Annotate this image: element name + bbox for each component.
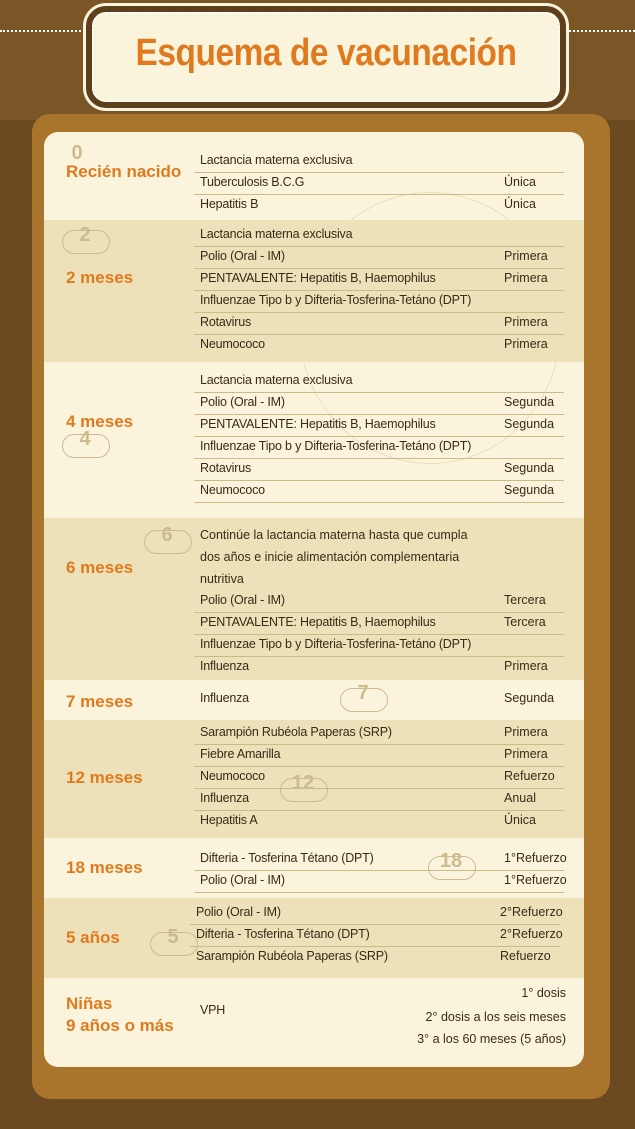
vaccine-row: Difteria - Tosferina Tétano (DPT) 2°Refuerzo [190, 924, 560, 947]
section-label: 5 años [66, 928, 120, 947]
vph-dose-2: 2° dosis a los seis meses [425, 1010, 566, 1024]
age-badge-icon: 4 [62, 428, 108, 458]
age-badge-icon: 2 [62, 224, 108, 254]
section-newborn [44, 142, 584, 220]
vaccine-row: Tuberculosis B.C.G Única [194, 172, 564, 195]
section-label: 7 meses [66, 692, 134, 711]
vaccine-row: PENTAVALENTE: Hepatitis B, Haemophilus Primera [194, 268, 564, 291]
vaccine-row: PENTAVALENTE: Hepatitis B, Haemophilus Segunda [194, 414, 564, 437]
garland-right [560, 30, 635, 34]
vaccine-row: Neumococo Refuerzo [194, 766, 564, 789]
section-label: Recién nacido [66, 162, 182, 181]
age-badge-icon: 6 [144, 524, 190, 554]
age-badge-icon: 12 [280, 772, 326, 802]
vaccine-row: Influenzae Tipo b y Difteria-Tosferina-Tetáno (DPT) [194, 290, 564, 313]
section-18-months [44, 842, 584, 906]
section-2-months [44, 220, 584, 362]
section-7-months [44, 684, 584, 718]
vaccine-row: PENTAVALENTE: Hepatitis B, Haemophilus Tercera [194, 612, 564, 635]
vaccine-row: Polio (Oral - IM) Primera [194, 246, 564, 269]
section-label-sub: 9 años o más [66, 1016, 174, 1035]
age-badge-icon: 5 [150, 926, 196, 956]
age-badge-icon: 7 [340, 682, 386, 712]
vaccine-row: Rotavirus Primera [194, 312, 564, 335]
vaccine-row: Polio (Oral - IM) 2°Refuerzo [190, 902, 560, 925]
vaccine-row: Influenzae Tipo b y Difteria-Tosferina-Tetáno (DPT) [194, 634, 564, 657]
vaccine-row: VPH [200, 1003, 226, 1017]
title-banner [92, 12, 560, 102]
schedule-panel [44, 132, 584, 1067]
section-6-months [44, 518, 584, 680]
section-4-months [44, 370, 584, 510]
section-5-years [44, 898, 584, 978]
age-badge-icon: 18 [428, 850, 474, 880]
vph-dose-3: 3° a los 60 meses (5 años) [417, 1032, 566, 1046]
vaccine-row: Influenza Segunda [200, 691, 555, 705]
vaccine-row: Influenza Anual [194, 788, 564, 811]
garland-left [0, 30, 92, 34]
section-12-months [44, 720, 584, 838]
vaccine-row: Neumococo Segunda [194, 480, 564, 503]
vaccine-row: Lactancia materna exclusiva [194, 224, 564, 247]
vaccine-row: Polio (Oral - IM) 1°Refuerzo [194, 870, 564, 893]
vaccine-row: Sarampión Rubéola Paperas (SRP) Refuerzo [196, 949, 551, 963]
vph-dose-1: 1° dosis [521, 986, 566, 1000]
section-label: 12 meses [66, 768, 143, 787]
section-label: 6 meses [66, 558, 134, 577]
vaccine-row: Hepatitis A Única [200, 813, 536, 827]
section-label: 2 meses [66, 268, 134, 287]
page-title: Esquema de vacunación [135, 32, 517, 74]
vaccine-row: Polio (Oral - IM) Tercera [194, 590, 564, 613]
vaccine-row: Hepatitis B Única [200, 197, 536, 211]
vaccine-row: Lactancia materna exclusiva [194, 370, 564, 393]
vaccine-row: Lactancia materna exclusiva [194, 150, 564, 173]
section-label: 4 meses [66, 412, 134, 431]
vaccine-row: Difteria - Tosferina Tétano (DPT) 1°Refuerzo [194, 848, 564, 871]
vaccine-row: Neumococo Primera [200, 337, 548, 351]
section-label: Niñas [66, 994, 113, 1013]
vaccine-row: Sarampión Rubéola Paperas (SRP) Primera [194, 722, 564, 745]
age-badge-icon: 0 [71, 142, 83, 164]
note-text: Continúe la lactancia materna hasta que cumpla dos años e inicie alimentación complementaria nutritiva [200, 528, 468, 586]
vaccine-row: Influenza Primera [200, 659, 548, 673]
section-label: 18 meses [66, 858, 143, 877]
vaccine-row: Influenzae Tipo b y Difteria-Tosferina-Tetáno (DPT) [194, 436, 564, 459]
vaccine-row: Rotavirus Segunda [194, 458, 564, 481]
vaccine-row: Fiebre Amarilla Primera [194, 744, 564, 767]
section-girls-9-years [44, 984, 584, 1064]
vaccine-row: Polio (Oral - IM) Segunda [194, 392, 564, 415]
